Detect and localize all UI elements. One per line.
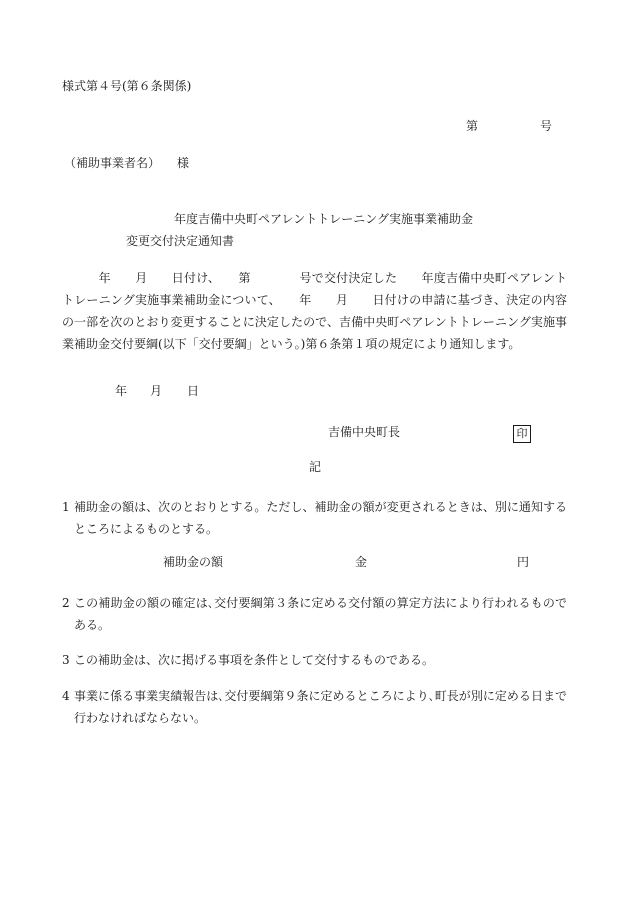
item-text: この補助金の額の確定は､交付要綱第３条に定める交付額の算定方法により行われるものである。 bbox=[74, 596, 567, 632]
section-mark: 記 bbox=[309, 460, 322, 474]
addressee-name: （補助事業者名） bbox=[64, 156, 161, 170]
item-text: 事業に係る事業実績報告は､交付要綱第９条に定めるところにより､町長が別に定める日まで行わなければならない。 bbox=[74, 689, 567, 725]
document-title-line2: 変更交付決定通知書 bbox=[126, 234, 235, 248]
item-text: この補助金は、次に掲げる事項を条件として交付するものである。 bbox=[74, 653, 435, 667]
seal-mark: 印 bbox=[513, 425, 531, 443]
list-item bbox=[62, 649, 567, 671]
intro-paragraph: 年 月 日付け、 第 号で交付決定した 年度吉備中央町ペアレントトレーニング実施事業補助金について、 年 月 日付けの申請に基づき、決定の内容の一部を次のとおり変更することに決定したので、吉備中央町ペアレントトレーニング実施事業補助金交付要綱(以下「交付要綱」という。)第６条第１項の規定により通知します。 bbox=[62, 271, 567, 351]
addressee-honorific: 様 bbox=[177, 156, 190, 170]
amount-label: 補助金の額 bbox=[163, 555, 224, 569]
amount-currency-prefix: 金 bbox=[355, 555, 368, 569]
list-item bbox=[62, 592, 567, 636]
doc-number-suffix: 号 bbox=[540, 119, 553, 133]
date-month: 月 bbox=[150, 384, 163, 398]
item-number: 4 bbox=[62, 689, 70, 703]
list-item bbox=[62, 496, 567, 540]
list-item bbox=[62, 685, 567, 729]
doc-number-prefix: 第 bbox=[466, 119, 479, 133]
amount-unit: 円 bbox=[517, 555, 530, 569]
date-year: 年 bbox=[115, 384, 128, 398]
document-title-line1: 年度吉備中央町ペアレントトレーニング実施事業補助金 bbox=[174, 212, 473, 226]
form-label: 様式第４号(第６条関係) bbox=[62, 79, 192, 93]
item-text: 補助金の額は、次のとおりとする。ただし、補助金の額が変更されるときは、別に通知するところによるものとする。 bbox=[74, 500, 567, 536]
item-number: 1 bbox=[62, 500, 70, 514]
item-number: 3 bbox=[62, 653, 70, 667]
date-day: 日 bbox=[187, 384, 200, 398]
item-number: 2 bbox=[62, 596, 70, 610]
issuer-name: 吉備中央町長 bbox=[328, 425, 401, 439]
